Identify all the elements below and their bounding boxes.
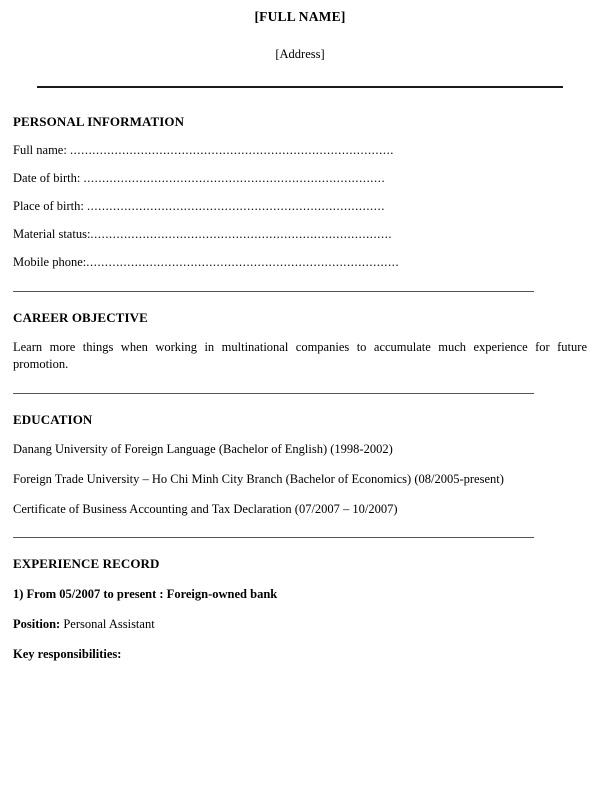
position-value: Personal Assistant: [60, 617, 155, 631]
field-label: Date of birth:: [13, 171, 84, 185]
field-full-name: [0, 130, 600, 158]
divider-wrap: [0, 518, 600, 538]
education-entry: Foreign Trade University – Ho Chi Minh City Branch (Bachelor of Economics) (08/2005-present): [13, 472, 504, 486]
experience-responsibilities-heading: [0, 632, 600, 662]
experience-position-line: [0, 602, 600, 632]
field-label: Place of birth:: [13, 199, 87, 213]
career-objective-text: Learn more things when working in multinational companies to accumulate much experience for future promotion.: [13, 340, 587, 371]
field-leader-dots: .................................................................................: [83, 171, 386, 185]
divider-wrap: [0, 270, 600, 292]
section-heading-personal-information: PERSONAL INFORMATION: [13, 114, 185, 129]
divider-wrap: [0, 372, 600, 394]
education-entry: Certificate of Business Accounting and Tax Declaration (07/2007 – 10/2007): [13, 502, 398, 516]
field-label: Full name:: [13, 143, 70, 157]
section-heading-experience-record: EXPERIENCE RECORD: [13, 556, 160, 571]
header-divider: [37, 86, 563, 88]
section-heading-career-objective: CAREER OBJECTIVE: [13, 310, 148, 325]
document-body: [0, 96, 600, 662]
education-entry: Danang University of Foreign Language (Bachelor of English) (1998-2002): [13, 442, 393, 456]
field-material-status: [0, 214, 600, 242]
experience-job-heading: [0, 572, 600, 602]
field-date-of-birth: [0, 158, 600, 186]
field-leader-dots: .................................................................................: [90, 227, 393, 241]
address-line: [Address]: [275, 47, 325, 61]
position-label: Position:: [13, 617, 61, 631]
field-mobile-phone: [0, 242, 600, 270]
field-place-of-birth: [0, 186, 600, 214]
field-label: Material status:: [13, 227, 91, 241]
personal-information-fields: [0, 130, 600, 270]
section-heading-education: EDUCATION: [13, 412, 93, 427]
field-leader-dots: ....................................................................................: [86, 255, 400, 269]
page-title: [FULL NAME]: [254, 9, 346, 24]
responsibilities-label: Key responsibilities:: [13, 647, 122, 661]
experience-job-heading-text: 1) From 05/2007 to present : Foreign-owned bank: [13, 587, 278, 601]
field-label: Mobile phone:: [13, 255, 87, 269]
field-leader-dots: ................................................................................: [86, 199, 385, 213]
field-leader-dots: .......................................................................................: [69, 143, 395, 157]
